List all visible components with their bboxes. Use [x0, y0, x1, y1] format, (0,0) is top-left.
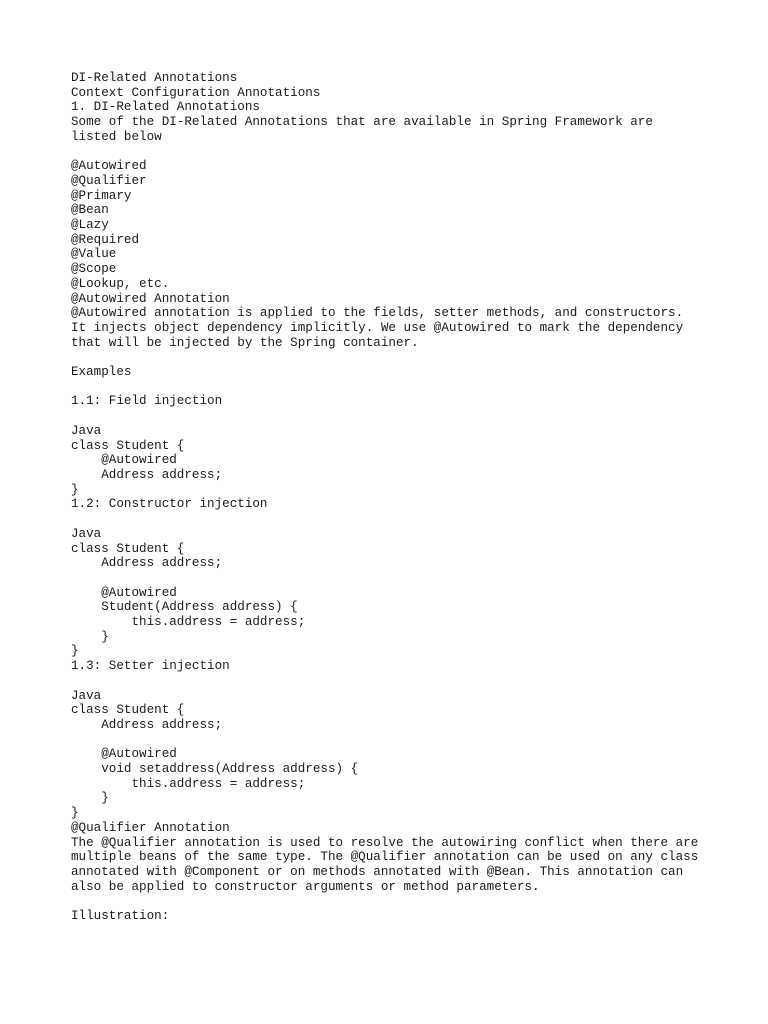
document-text: DI-Related Annotations Context Configuration Annotations 1. DI-Related Annotations Some of the DI-Related Annotations that are available in Spring Framework are listed below @Autowired @Qualifier @Primary @Bean @Lazy @Required @Value @Scope @Lookup, etc. @Autowired Annotation @Autowired annotation is applied to the fields, setter methods, and constructors. It injects object dependency implicitly. We use @Autowired to mark the dependency that will be injected by the Spring container. Examples 1.1: Field injection Java class Student { @Autowired Address address; } 1.2: Constructor injection Java class Student { Address address; @Autowired Student(Address address) { this.address = address; } } 1.3: Setter injection Java class Student { Address address; @Autowired void setaddress(Address address) { this.address = address; } } @Qualifier Annotation The @Qualifier annotation is used to resolve the autowiring conflict when there are multiple beans of the same type. The @Qualifier annotation can be used on any class annotated with @Component or on methods annotated with @Bean. This annotation can also be applied to constructor arguments or method parameters. Illustration: [71, 71, 699, 924]
document-page [71, 71, 731, 924]
